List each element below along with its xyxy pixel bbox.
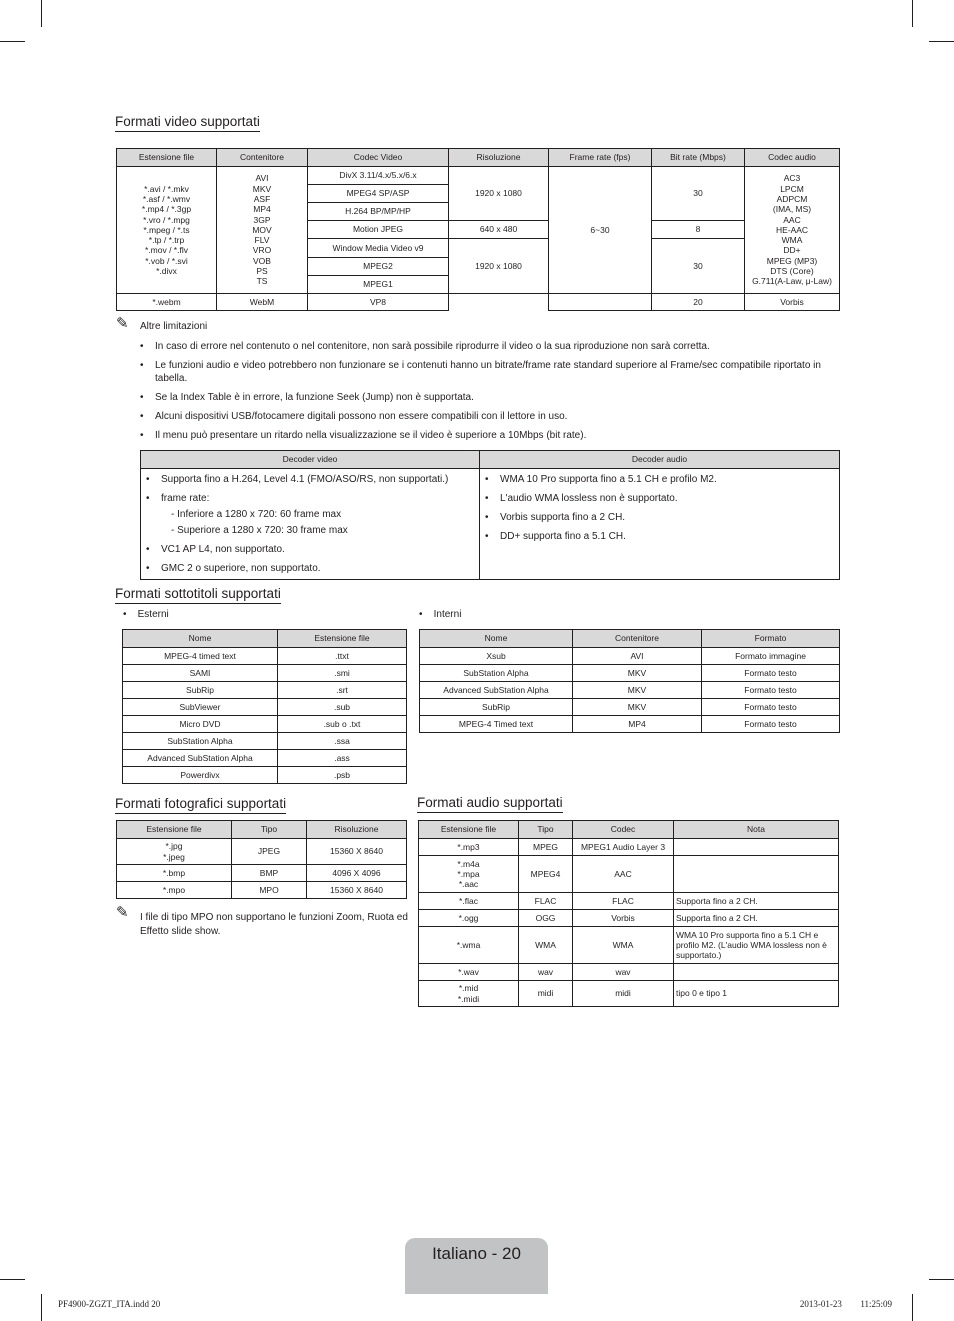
codec-cell: Window Media Video v9 [308, 239, 449, 258]
webm-container-cell: WebM [217, 294, 308, 311]
table-row [117, 882, 407, 899]
cell: Formato testo [702, 665, 840, 682]
crop-mark [929, 41, 954, 42]
list-item: • Il menu può presentare un ritardo nella visualizzazione se il video è superiore a 10Mbps (bit rate). [140, 429, 830, 442]
list-item: • Se la Index Table è in errore, la funzione Seek (Jump) non è supportata. [140, 391, 830, 404]
empty-cell [449, 294, 549, 311]
column-header: Tipo [519, 821, 573, 839]
table-row [419, 964, 839, 981]
cell: WMA [519, 927, 573, 964]
list-item: • Vorbis supporta fino a 2 CH. [485, 511, 834, 524]
video-decoder-cell [141, 469, 480, 580]
crop-mark [912, 1294, 913, 1321]
cell: .sub o .txt [278, 716, 407, 733]
pencil-note-icon: ✎ [116, 315, 129, 332]
column-header: Bit rate (Mbps) [652, 149, 745, 167]
column-header: Codec audio [745, 149, 840, 167]
cell: *.wav [419, 964, 519, 981]
cell: Supporta fino a 2 CH. [674, 910, 839, 927]
bitrate-cell: 30 [652, 239, 745, 294]
list-item: • Alcuni dispositivi USB/fotocamere digitali possono non essere compatibili con il lettore in uso. [140, 410, 830, 423]
table-row [123, 648, 407, 665]
external-subtitles-table [122, 629, 407, 784]
cell: FLAC [573, 893, 674, 910]
table-row [419, 910, 839, 927]
decoder-table [140, 450, 840, 580]
codec-cell: DivX 3.11/4.x/5.x/6.x [308, 167, 449, 185]
codec-cell: MPEG2 [308, 258, 449, 276]
cell: SubRip [123, 682, 278, 699]
cell: wav [573, 964, 674, 981]
cell: MPEG4 [519, 856, 573, 893]
cell: MPEG-4 Timed text [420, 716, 573, 733]
cell: Xsub [420, 648, 573, 665]
resolution-cell: 1920 x 1080 [449, 239, 549, 294]
cell: SubStation Alpha [420, 665, 573, 682]
list-item: • Le funzioni audio e video potrebbero non funzionare se i contenuti hanno un bitrate/frame rate standard superiore al Frame/sec compatibile riportato in tabella. [140, 359, 830, 385]
resolution-cell: 1920 x 1080 [449, 167, 549, 221]
codec-cell: MPEG1 [308, 276, 449, 294]
column-header: Contenitore [573, 630, 702, 648]
empty-cell [549, 294, 652, 311]
cell: *.jpg *.jpeg [117, 839, 232, 865]
table-row [117, 839, 407, 865]
cell: MPEG [519, 839, 573, 856]
column-header: Codec Video [308, 149, 449, 167]
page-number-badge: Italiano - 20 [405, 1238, 548, 1294]
cell: 4096 X 4096 [307, 865, 407, 882]
cell: SubRip [420, 699, 573, 716]
table-row [419, 839, 839, 856]
cell [674, 964, 839, 981]
extensions-cell: *.avi / *.mkv *.asf / *.wmv *.mp4 / *.3gp *.vro / *.mpg *.mpeg / *.ts *.tp / *.trp *.mov / *.flv *.vob / *.svi *.divx [117, 167, 217, 294]
cell: .srt [278, 682, 407, 699]
list-item: • frame rate: [146, 492, 474, 505]
cell: MKV [573, 699, 702, 716]
column-header: Nome [123, 630, 278, 648]
cell: Formato testo [702, 716, 840, 733]
subtitles-section-title: Formati sottotitoli supportati [115, 586, 281, 604]
table-row [419, 893, 839, 910]
table-row [123, 665, 407, 682]
cell: *.bmp [117, 865, 232, 882]
internal-label: • Interni [419, 609, 462, 620]
footer-timestamp: 2013-01-23 ￿￿ 11:25:09 [799, 1299, 892, 1309]
cell [674, 839, 839, 856]
cell: JPEG [232, 839, 307, 865]
cell: .ttxt [278, 648, 407, 665]
external-label-text: Esterni [137, 609, 169, 620]
cell: OGG [519, 910, 573, 927]
crop-mark [41, 1294, 42, 1321]
cell: SubStation Alpha [123, 733, 278, 750]
cell: *.flac [419, 893, 519, 910]
column-header: Formato [702, 630, 840, 648]
cell: WMA [573, 927, 674, 964]
table-row [420, 682, 840, 699]
cell: Formato testo [702, 682, 840, 699]
column-header: Estensione file [117, 149, 217, 167]
column-header: Estensione file [419, 821, 519, 839]
cell: MPEG-4 timed text [123, 648, 278, 665]
cell: MPEG1 Audio Layer 3 [573, 839, 674, 856]
webm-audio-cell: Vorbis [745, 294, 840, 311]
cell: Micro DVD [123, 716, 278, 733]
video-formats-table [116, 148, 840, 311]
audio-formats-table [418, 820, 839, 1007]
limits-title: Altre limitazioni [140, 321, 208, 332]
column-header: Frame rate (fps) [549, 149, 652, 167]
cell: .sub [278, 699, 407, 716]
cell: *.mid *.midi [419, 981, 519, 1007]
table-row [123, 733, 407, 750]
column-header: Codec [573, 821, 674, 839]
list-item: • Supporta fino a H.264, Level 4.1 (FMO/ASO/RS, non supportati.) [146, 473, 474, 486]
video-section-title: Formati video supportati [115, 114, 260, 132]
column-header: Risoluzione [449, 149, 549, 167]
column-header: Risoluzione [307, 821, 407, 839]
column-header: Decoder audio [480, 451, 840, 469]
photo-note: I file di tipo MPO non supportano le funzioni Zoom, Ruota ed Effetto slide show. [140, 912, 408, 937]
cell: Advanced SubStation Alpha [123, 750, 278, 767]
audio-section-title: Formati audio supportati [417, 795, 563, 813]
cell: AVI [573, 648, 702, 665]
cell: wav [519, 964, 573, 981]
list-item: • In caso di errore nel contenuto o nel contenitore, non sarà possibile riprodurre il video o la sua riproduzione non sarà corretta. [140, 340, 830, 353]
cell: 15360 X 8640 [307, 839, 407, 865]
footer-file-info: PF4900-ZGZT_ITA.indd 20 [58, 1299, 161, 1309]
cell: *.mp3 [419, 839, 519, 856]
cell: MKV [573, 682, 702, 699]
containers-cell: AVI MKV ASF MP4 3GP MOV FLV VRO VOB PS TS [217, 167, 308, 294]
cell: midi [519, 981, 573, 1007]
column-header: Contenitore [217, 149, 308, 167]
cell: MP4 [573, 716, 702, 733]
limits-list [140, 340, 830, 448]
column-header: Estensione file [278, 630, 407, 648]
audio-decoder-cell [480, 469, 840, 580]
bitrate-cell: 30 [652, 167, 745, 221]
photo-section-title: Formati fotografici supportati [115, 796, 286, 814]
list-item: • DD+ supporta fino a 5.1 CH. [485, 530, 834, 543]
codec-cell: Motion JPEG [308, 221, 449, 239]
cell: SubViewer [123, 699, 278, 716]
table-row [419, 981, 839, 1007]
table-row [420, 699, 840, 716]
cell: *.wma [419, 927, 519, 964]
list-item: • L'audio WMA lossless non è supportato. [485, 492, 834, 505]
cell: Formato testo [702, 699, 840, 716]
column-header: Decoder video [141, 451, 480, 469]
crop-mark [0, 1279, 25, 1280]
table-row [123, 750, 407, 767]
crop-mark [0, 41, 25, 42]
cell: Formato immagine [702, 648, 840, 665]
table-row [117, 865, 407, 882]
cell: *.ogg [419, 910, 519, 927]
cell: MKV [573, 665, 702, 682]
column-header: Nota [674, 821, 839, 839]
cell: FLAC [519, 893, 573, 910]
table-row [420, 716, 840, 733]
cell: .ass [278, 750, 407, 767]
table-row [123, 682, 407, 699]
table-row [123, 716, 407, 733]
cell: BMP [232, 865, 307, 882]
table-row [420, 665, 840, 682]
cell: AAC [573, 856, 674, 893]
webm-bitrate-cell: 20 [652, 294, 745, 311]
cell: SAMI [123, 665, 278, 682]
bitrate-cell: 8 [652, 221, 745, 239]
crop-mark [41, 0, 42, 27]
cell: 15360 X 8640 [307, 882, 407, 899]
table-row [420, 648, 840, 665]
cell: WMA 10 Pro supporta fino a 5.1 CH e profilo M2. (L'audio WMA lossless non è supportato.) [674, 927, 839, 964]
webm-codec-cell: VP8 [308, 294, 449, 311]
photo-formats-table [116, 820, 407, 899]
cell: Supporta fino a 2 CH. [674, 893, 839, 910]
cell: .psb [278, 767, 407, 784]
pencil-note-icon: ✎ [116, 904, 129, 921]
sub-item: - Inferiore a 1280 x 720: 60 frame max [171, 509, 342, 520]
codec-cell: H.264 BP/MP/HP [308, 203, 449, 221]
external-label: • Esterni [123, 609, 169, 620]
cell: Advanced SubStation Alpha [420, 682, 573, 699]
column-header: Nome [420, 630, 573, 648]
webm-ext-cell: *.webm [117, 294, 217, 311]
cell: Vorbis [573, 910, 674, 927]
column-header: Tipo [232, 821, 307, 839]
cell: midi [573, 981, 674, 1007]
audio-codecs-cell: AC3 LPCM ADPCM (IMA, MS) AAC HE-AAC WMA DD+ MPEG (MP3) DTS (Core) G.711(A-Law, μ-Law) [745, 167, 840, 294]
table-row [419, 856, 839, 893]
frame-rate-cell: 6~30 [549, 167, 652, 294]
list-item: • VC1 AP L4, non supportato. [146, 543, 474, 556]
cell: Powerdivx [123, 767, 278, 784]
cell: *.m4a *.mpa *.aac [419, 856, 519, 893]
internal-subtitles-table [419, 629, 840, 733]
crop-mark [912, 0, 913, 27]
sub-item: - Superiore a 1280 x 720: 30 frame max [171, 525, 348, 536]
resolution-cell: 640 x 480 [449, 221, 549, 239]
crop-mark [929, 1279, 954, 1280]
table-row [123, 767, 407, 784]
table-row [123, 699, 407, 716]
cell: *.mpo [117, 882, 232, 899]
codec-cell: MPEG4 SP/ASP [308, 185, 449, 203]
list-item: • GMC 2 o superiore, non supportato. [146, 562, 474, 575]
cell: MPO [232, 882, 307, 899]
table-row [419, 927, 839, 964]
cell: tipo 0 e tipo 1 [674, 981, 839, 1007]
column-header: Estensione file [117, 821, 232, 839]
list-item: • WMA 10 Pro supporta fino a 5.1 CH e profilo M2. [485, 473, 834, 486]
cell [674, 856, 839, 893]
cell: .smi [278, 665, 407, 682]
internal-label-text: Interni [433, 609, 462, 620]
cell: .ssa [278, 733, 407, 750]
